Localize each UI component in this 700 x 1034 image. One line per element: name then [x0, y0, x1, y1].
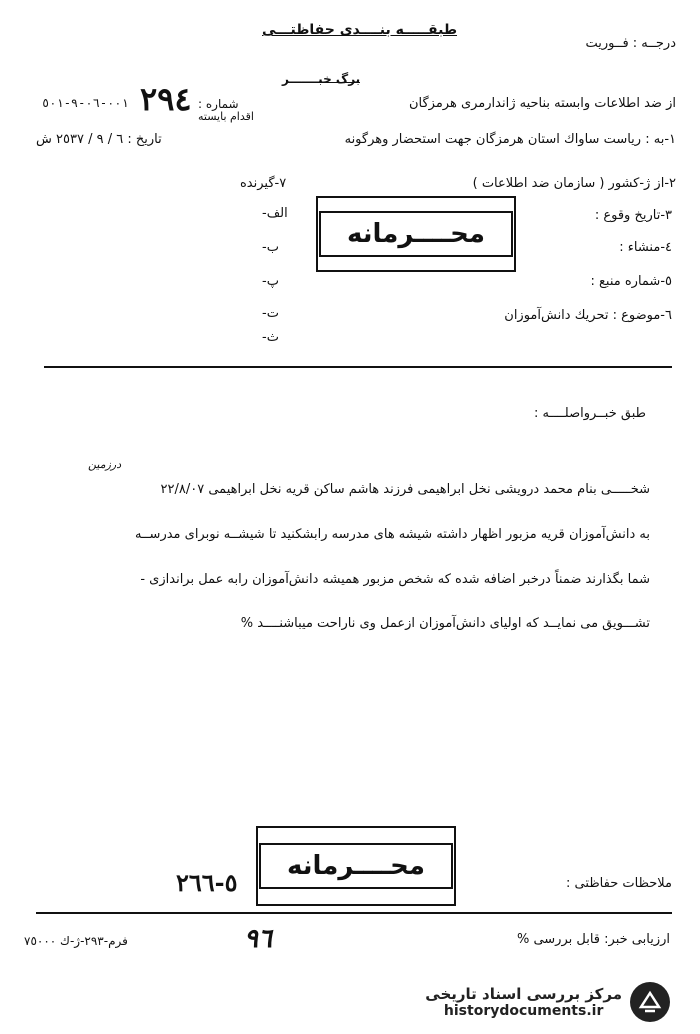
watermark-text: [425, 985, 622, 1019]
recipient-a: الف-: [262, 206, 288, 221]
watermark-url: historydocuments.ir: [443, 1003, 604, 1019]
confidential-stamp-top: [316, 196, 516, 272]
watermark: [425, 982, 670, 1022]
body-line-4: تشـــويق مى نمايــد كه اولياى دانش‌آموزان ازعمل وى ناراحت ميباشنــــد %: [240, 616, 650, 631]
degree-line: درجــه : فــوريت: [585, 36, 676, 51]
action-note: اقدام بايسته: [198, 110, 254, 123]
signature: ٩٦: [244, 924, 272, 954]
from-line: از ضد اطلاعات وابسته بناحيه ژاندارمرى هرمزگان: [408, 96, 676, 111]
body-intro: طبق خبــرواصلــــه :: [534, 406, 646, 421]
recipient-b: ب-: [262, 240, 279, 255]
date-line: تاريخ : ٦ / ٩ / ٢٥٣٧ ش: [36, 132, 162, 147]
form-title: برگ خبـــــــر: [282, 72, 361, 86]
confidential-stamp-bottom: [256, 826, 456, 906]
number-handwritten: ٢٩٤: [140, 80, 192, 118]
footer-divider: [36, 912, 672, 914]
stamp-handwritten-code: ٥-٢٦٦: [176, 868, 238, 897]
field-date: ٣-تاريخ وقوع :: [594, 208, 672, 223]
number-label: شماره :: [198, 97, 239, 111]
title-underline: [300, 82, 360, 83]
body-line-1: شخـــــى بنام محمد درويشى نخل ابراهيمى فرزند هاشم ساكن قريه نخل ابراهيمى ٢٢/٨/٠٧: [160, 482, 650, 497]
classification-title: طبقـــــه بنــــدى حفاظتـــى: [262, 22, 458, 38]
section-divider: [44, 366, 672, 368]
field-subject: ٦-موضوع : تحريك دانش‌آموزان: [504, 308, 672, 323]
country-line: ٢-از ژ-كشور ( سازمان ضد اطلاعات ): [472, 176, 676, 191]
margin-note: درزمين: [88, 458, 122, 471]
field-source-number: ٥-شماره منبع :: [590, 274, 672, 289]
number-code: ٠٠١-٠٦-٩-٥٠١: [42, 96, 129, 110]
field-origin: ٤-منشاء :: [619, 240, 672, 255]
evaluation-line: ارزيابى خبر: قابل بررسى %: [516, 932, 670, 947]
to-line: ١-به : رياست ساواك استان هرمزگان جهت استحضار وهرگونه: [344, 132, 676, 147]
recipient-p: پ-: [262, 274, 279, 289]
remarks-label: ملاحظات حفاظتى :: [566, 876, 672, 891]
stamp-text-bottom: محــــرمانه: [259, 843, 453, 889]
form-code: فرم-٢٩٣-ژ-ك ٧٥٠٠٠: [24, 934, 128, 948]
recipient-s: ث-: [262, 330, 279, 345]
body-line-2: به دانش‌آموزان قريه مزبور اظهار داشته شيشه هاى مدرسه رابشكنيد تا شيشــه نوبراى مدرســه: [134, 527, 650, 542]
stamp-text: محــــرمانه: [319, 211, 513, 257]
recipients-label: ٧-گيرنده: [240, 176, 287, 191]
recipient-t: ت-: [262, 306, 279, 321]
watermark-title: مركز بررسى اسناد تاريخى: [425, 985, 622, 1003]
archive-logo-icon: [630, 982, 670, 1022]
body-line-3: شما بگذارند ضمناً درخبر اضافه شده كه شخص مزبور هميشه دانش‌آموزان رابه عمل براندازى -: [140, 572, 650, 587]
